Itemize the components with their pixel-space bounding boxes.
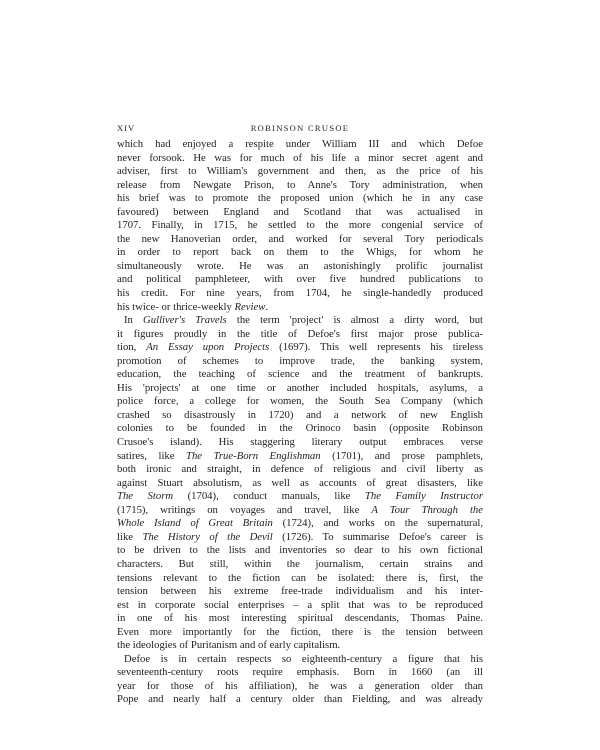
text-segment: (1701), and prose pamphlets,: [320, 449, 483, 462]
text-segment: in one of his most interesting spiritual descendants, Thomas Paine.: [117, 612, 483, 625]
text-segment: satires, like: [117, 449, 186, 462]
text-segment: never forsook. He was for much of his life a minor secret agent and: [117, 151, 483, 164]
text-segment: adviser, first to William's government and then, as the price of his: [117, 165, 483, 178]
text-segment: Pope and nearly half a century older than Fielding, and was already: [117, 693, 483, 706]
text-segment: Crusoe's island). His staggering literary output embraces verse: [117, 436, 483, 449]
italic-title: The History of the Devil: [142, 530, 273, 543]
text-line: [117, 517, 483, 531]
text-line: [117, 328, 483, 342]
text-line: [117, 152, 483, 166]
text-line: [117, 504, 483, 518]
text-line: [117, 165, 483, 179]
italic-title: Whole Island of Great Britain: [117, 517, 273, 530]
text-segment: (1715), writings on voyages and travel, like: [117, 503, 372, 516]
text-segment: which had enjoyed a respite under William III and which Defoe: [117, 138, 483, 150]
text-line: [117, 666, 483, 680]
text-segment: tion,: [117, 341, 147, 354]
text-line: [117, 301, 483, 315]
text-segment: (1697). This well represents his tireless: [269, 341, 483, 354]
text-segment: est in corporate social enterprises – a split that was to be reproduced: [117, 598, 483, 611]
text-line: [117, 477, 483, 491]
text-line: [117, 639, 483, 653]
text-line: [117, 463, 483, 477]
text-line: [117, 219, 483, 233]
text-line: [117, 246, 483, 260]
text-segment: against Stuart absolutism, as well as accounts of great disasters, like: [117, 476, 483, 489]
text-segment: crashed so disastrously in 1720) and a network of new English: [117, 408, 483, 421]
text-segment: 1707. Finally, in 1715, he settled to the more congenial service of: [117, 219, 483, 232]
text-line: [117, 355, 483, 369]
text-segment: his twice- or thrice-weekly: [117, 300, 235, 313]
text-segment: His 'projects' at one time or another included hospitals, asylums, a: [117, 381, 483, 394]
text-line: [117, 558, 483, 572]
text-line: [117, 544, 483, 558]
text-line: [117, 206, 483, 220]
body-text: [117, 138, 483, 707]
text-line: [117, 395, 483, 409]
text-line: [117, 409, 483, 423]
text-segment: both ironic and straight, in defence of religious and civil liberty as: [117, 463, 483, 476]
text-segment: Even more importantly for the fiction, there is the tension between: [117, 625, 483, 638]
text-segment: favoured) between England and Scotland that was actualised in: [117, 205, 483, 218]
text-line: [117, 599, 483, 613]
text-line: [117, 693, 483, 707]
italic-title: The True-Born Englishman: [186, 449, 321, 462]
text-segment: release from Newgate Prison, to Anne's Tory administration, when: [117, 178, 483, 191]
page-number: XIV: [117, 123, 136, 133]
text-segment: (1726). To summarise Defoe's career is: [272, 530, 483, 543]
text-segment: the new Hanoverian order, and worked for several Tory periodicals: [117, 232, 483, 245]
italic-title: Gulliver's Travels: [143, 314, 227, 327]
text-line: [117, 422, 483, 436]
text-line: [117, 653, 483, 667]
text-segment: police force, a college for women, the South Sea Company (which: [117, 395, 483, 408]
text-segment: the ideologies of Puritanism and of early capitalism.: [117, 639, 341, 652]
text-segment: (1704), conduct manuals, like: [173, 490, 365, 503]
text-segment: characters. But still, within the journalism, certain strains and: [117, 557, 483, 570]
text-segment: his brief was to promote the proposed union (which he in any case: [117, 192, 483, 205]
text-segment: tension between his extreme free-trade individualism and his inter-: [117, 585, 483, 598]
text-line: [117, 572, 483, 586]
text-line: [117, 260, 483, 274]
text-line: [117, 680, 483, 694]
text-line: [117, 436, 483, 450]
page-header: [117, 123, 483, 137]
text-line: [117, 450, 483, 464]
italic-title: Review: [234, 300, 266, 313]
italic-title: The Family Instructor: [364, 490, 483, 503]
text-line: [117, 626, 483, 640]
text-segment: to be driven to the lists and inventories so dear to his own fictional: [117, 544, 483, 557]
text-segment: year for those of his affiliation), he was a generation older than: [117, 679, 483, 692]
text-line: [117, 287, 483, 301]
text-line: [117, 382, 483, 396]
text-segment: Defoe is in certain respects so eighteenth-century a figure that his: [124, 652, 483, 665]
text-segment: and political pamphleteer, with over five hundred publications to: [117, 273, 483, 286]
text-line: [117, 612, 483, 626]
text-line: [117, 179, 483, 193]
text-segment: in order to report back on them to the Whigs, for whom he: [117, 246, 483, 259]
text-line: [117, 585, 483, 599]
text-segment: promotion of schemes to improve trade, the banking system,: [117, 354, 483, 367]
text-segment: In: [124, 314, 144, 327]
text-segment: tensions relevant to the fiction can be isolated: there is, first, the: [117, 571, 483, 584]
text-segment: it figures proudly in the title of Defoe's first major prose publica-: [117, 327, 483, 340]
text-line: [117, 138, 483, 152]
italic-title: An Essay upon Projects: [146, 341, 270, 354]
text-segment: .: [265, 300, 269, 313]
text-line: [117, 233, 483, 247]
italic-title: A Tour Through the: [371, 503, 483, 516]
text-line: [117, 341, 483, 355]
text-segment: colonies to be founded in the Orinoco basin (opposite Robinson: [117, 422, 483, 435]
text-line: [117, 314, 483, 328]
text-line: [117, 192, 483, 206]
text-line: [117, 273, 483, 287]
running-head: ROBINSON CRUSOE: [250, 123, 350, 133]
text-segment: like: [117, 530, 143, 543]
italic-title: The Storm: [117, 490, 174, 503]
text-segment: simultaneously wrote. He was an astonishingly prolific journalist: [117, 259, 483, 272]
text-segment: education, the teaching of science and the treatment of bankrupts.: [117, 368, 483, 381]
text-line: [117, 531, 483, 545]
text-segment: (1724), and works on the supernatural,: [272, 517, 483, 530]
text-line: [117, 368, 483, 382]
text-segment: seventeenth-century roots require emphasis. Born in 1660 (an ill: [117, 666, 483, 679]
text-line: [117, 490, 483, 504]
text-segment: the term 'project' is almost a dirty word, but: [226, 314, 483, 327]
text-segment: his credit. For nine years, from 1704, he single-handedly produced: [117, 287, 483, 300]
